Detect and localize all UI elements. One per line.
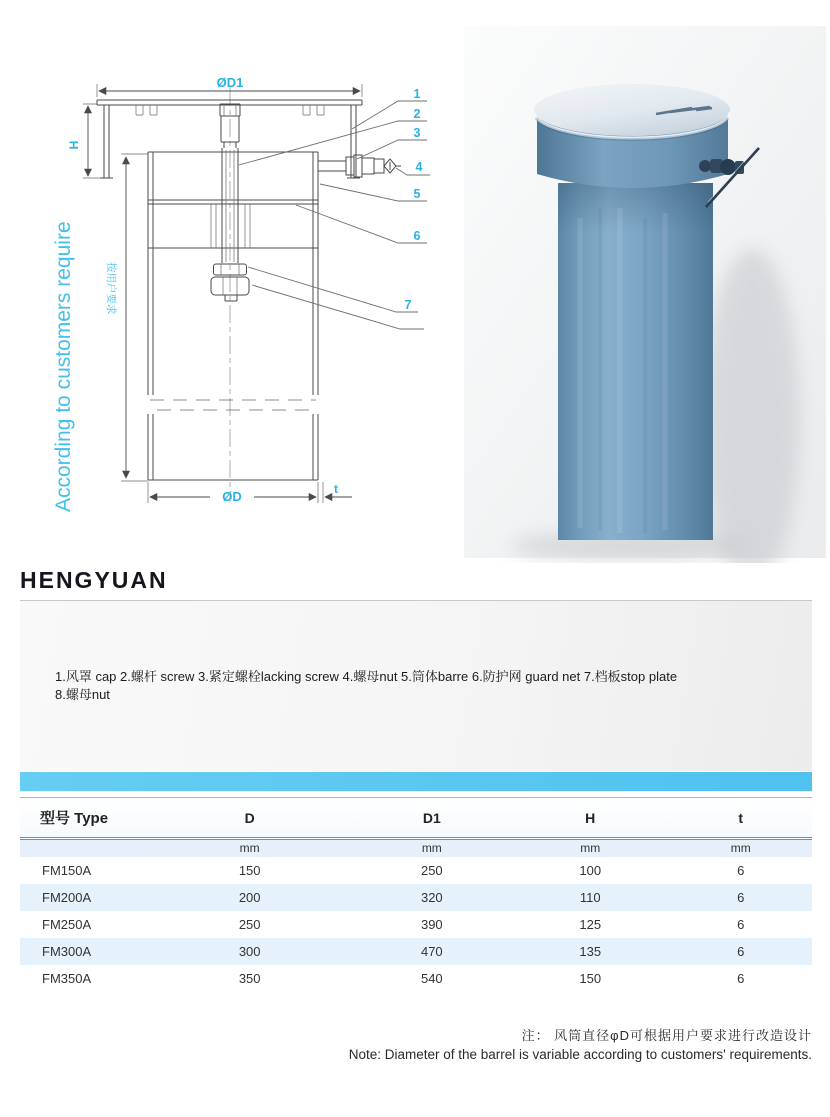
cell-h: 110 xyxy=(511,884,669,911)
parts-list-line2: 8.螺母nut xyxy=(55,687,110,702)
cell-d1: 390 xyxy=(420,916,443,932)
callout-7: 7 xyxy=(404,298,412,312)
cell-t: 6 xyxy=(669,938,812,965)
cell-d1: 250 xyxy=(420,862,443,878)
table-row xyxy=(20,965,812,992)
product-photo xyxy=(460,18,830,563)
footnote-cn: 注： 风筒直径φD可根据用户要求进行改造设计 xyxy=(521,1028,812,1043)
cell-h: 135 xyxy=(511,938,669,965)
dim-t xyxy=(323,482,352,503)
callout-2: 2 xyxy=(413,107,421,121)
cell-model: FM350A xyxy=(42,970,92,986)
unit-row xyxy=(20,839,812,857)
dim-d1-label: ØD1 xyxy=(216,75,244,90)
cell-d1: 470 xyxy=(353,938,511,965)
unit-h: mm xyxy=(511,839,669,857)
parts-list xyxy=(55,668,755,704)
callout-5: 5 xyxy=(413,187,421,201)
header-t: t xyxy=(669,798,812,839)
brand-title: HENGYUAN xyxy=(20,567,168,593)
dim-t-label: t xyxy=(334,482,338,496)
dim-h-label: H xyxy=(67,140,81,150)
cell-model: FM200A xyxy=(20,884,147,911)
table-row xyxy=(20,938,812,965)
unit-empty xyxy=(20,839,147,857)
dim-d xyxy=(148,482,318,504)
unit-t: mm xyxy=(669,839,812,857)
photo-barrel xyxy=(558,183,713,540)
header-d1: D1 xyxy=(353,798,511,839)
callout-6: 6 xyxy=(413,229,421,243)
callout-leaders xyxy=(239,101,430,329)
length-note-en: According to customers require xyxy=(52,221,75,512)
cell-t: 6 xyxy=(737,916,745,932)
callout-1: 1 xyxy=(413,87,421,101)
table-header-row xyxy=(20,798,812,839)
spec-table xyxy=(20,797,812,992)
cell-h: 150 xyxy=(579,970,602,986)
table-row xyxy=(20,884,812,911)
header-d: D xyxy=(147,798,353,839)
header-type: 型号 Type xyxy=(20,798,147,839)
barrel-outline xyxy=(148,152,318,480)
cell-d: 150 xyxy=(238,862,261,878)
cell-d1: 320 xyxy=(353,884,511,911)
cell-d: 250 xyxy=(238,916,261,932)
photo-cap xyxy=(534,84,730,188)
dim-h xyxy=(67,104,100,178)
table-row xyxy=(20,857,812,884)
dim-length xyxy=(105,154,148,481)
cell-t: 6 xyxy=(737,970,745,986)
cell-d: 350 xyxy=(238,970,261,986)
cell-t: 6 xyxy=(737,862,745,878)
dim-d1 xyxy=(97,75,362,97)
table-row xyxy=(20,911,812,938)
dim-d-label: ØD xyxy=(222,489,242,504)
callout-3: 3 xyxy=(413,126,421,140)
cell-model: FM250A xyxy=(42,916,92,932)
cell-d: 300 xyxy=(147,938,353,965)
cell-model: FM150A xyxy=(42,862,92,878)
footnote-en: Note: Diameter of the barrel is variable according to customers' requirements. xyxy=(348,1047,812,1062)
parts-list-line1: 1.风罩 cap 2.螺杆 screw 3.紧定螺栓lacking screw 4.螺母nut 5.筒体barre 6.防护网 guard net 7.档板stop plate xyxy=(55,669,678,684)
table-accent-bar xyxy=(20,772,812,791)
internal-structure xyxy=(148,200,318,248)
technical-drawing xyxy=(0,0,460,560)
length-note-cn: 按用户要求 xyxy=(105,262,117,315)
cell-d1: 540 xyxy=(420,970,443,986)
cell-h: 100 xyxy=(579,862,602,878)
footnotes xyxy=(270,1026,812,1065)
callout-4: 4 xyxy=(415,160,423,174)
unit-d: mm xyxy=(147,839,353,857)
cell-model: FM300A xyxy=(20,938,147,965)
unit-d1: mm xyxy=(353,839,511,857)
cap-outline xyxy=(97,100,362,178)
cell-t: 6 xyxy=(669,884,812,911)
cell-h: 125 xyxy=(579,916,602,932)
header-h: H xyxy=(511,798,669,839)
cell-d: 200 xyxy=(147,884,353,911)
